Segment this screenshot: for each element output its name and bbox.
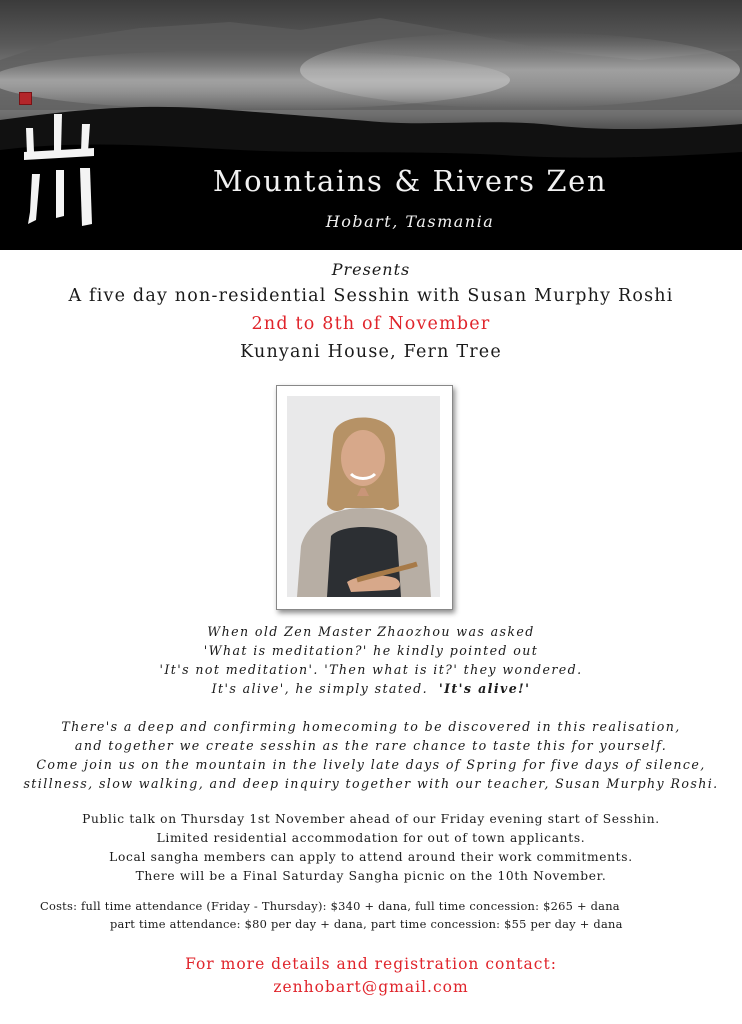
- header-banner: [0, 0, 742, 250]
- info-line: Limited residential accommodation for out of town applicants.: [156, 831, 586, 845]
- quote-emphasis: 'It's alive!': [438, 681, 531, 696]
- contact-block: [0, 953, 742, 999]
- event-dates: 2nd to 8th of November: [251, 314, 491, 334]
- quote-line: When old Zen Master Zhaozhou was asked: [207, 624, 535, 639]
- info-line: Local sangha members can apply to attend around their work commitments.: [109, 850, 633, 864]
- mountain-river-calligraphy-icon: [20, 112, 100, 230]
- paragraph-line: stillness, slow walking, and deep inquiry together with our teacher, Susan Murphy Roshi.: [23, 776, 719, 791]
- presents-label: Presents: [331, 260, 411, 279]
- location-subtitle: Hobart, Tasmania: [325, 212, 495, 231]
- quote-block: [0, 622, 742, 698]
- page-title: Mountains & Rivers Zen: [212, 164, 608, 198]
- quote-line: It's alive', he simply stated.: [211, 681, 429, 696]
- info-line: Public talk on Thursday 1st November ahead of our Friday evening start of Sesshin.: [82, 812, 660, 826]
- info-line: There will be a Final Saturday Sangha picnic on the 10th November.: [135, 869, 607, 883]
- costs-block: [0, 897, 742, 933]
- teacher-portrait-image: [287, 396, 440, 597]
- paragraph-line: Come join us on the mountain in the lively late days of Spring for five days of silence,: [36, 757, 706, 772]
- paragraph-line: There's a deep and confirming homecoming to be discovered in this realisation,: [61, 719, 681, 734]
- costs-line-part-time: part time attendance: $80 per day + dana, part time concession: $55 per day + dana: [110, 917, 623, 931]
- description-paragraph: [0, 717, 742, 793]
- quote-line: 'It's not meditation'. 'Then what is it?' they wondered.: [159, 662, 583, 677]
- info-block: [0, 810, 742, 886]
- event-headline: A five day non-residential Sesshin with Susan Murphy Roshi: [68, 286, 674, 306]
- costs-line-full-time: Costs: full time attendance (Friday - Thursday): $340 + dana, full time concession: $265 + dana: [40, 899, 620, 913]
- quote-line: 'What is meditation?' he kindly pointed out: [203, 643, 539, 658]
- quote-line-last: [0, 679, 742, 698]
- event-venue: Kunyani House, Fern Tree: [240, 342, 502, 362]
- contact-email[interactable]: zenhobart@gmail.com: [273, 978, 469, 996]
- teacher-photo: [276, 385, 453, 610]
- red-seal-icon: [19, 92, 32, 105]
- paragraph-line: and together we create sesshin as the rare chance to taste this for yourself.: [74, 738, 668, 753]
- contact-label: For more details and registration contact:: [185, 955, 557, 973]
